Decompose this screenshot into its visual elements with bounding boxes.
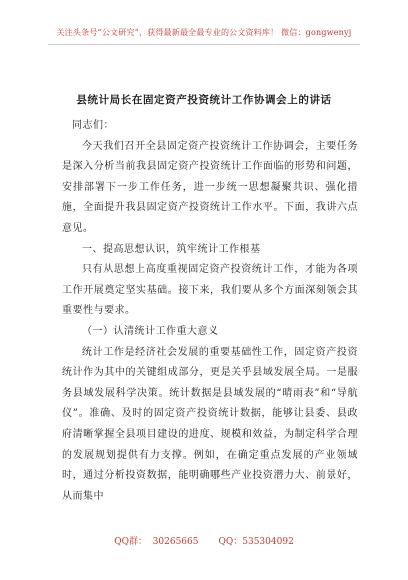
paragraph-section-1-intro: 只有从思想上高度重视固定资产投资统计工作，才能为各项工作开展奠定坚实基础。接下来，我们要从多个方面深刻领会其重要性与要求。 [62,264,358,317]
header-divider [48,44,360,45]
paragraph-subsection-1: 统计工作是经济社会发展的重要基础性工作，固定资产投资统计作为其中的关键组成部分，更是关乎县域发展全局。一是服务县域发展科学决策。统计数据是县域发展的“晴雨表”和“导航仪”。准确、及时的固定资产投资统计数据，能够让县委、县政府清晰掌握全县项目建设的进度、规模和效益，为制定科学合理的发展规划提供有力支撑。例如，在确定重点发展的产业领域时，通过分析投资数据，能明确哪些产业投资潜力大、前景好，从而集中 [62,346,358,502]
paragraph-intro: 今天我们召开全县固定资产投资统计工作协调会，主要任务是深入分析当前我县固定资产投资统计工作面临的形势和问题，安排部署下一步工作任务，进一步统一思想凝聚共识、强化措施，全面提升我县固定资产投资统计工作水平。下面，我讲六点意见。 [62,140,358,234]
salutation: 同志们： [72,120,114,131]
section-heading-1: 一、提高思想认识，筑牢统计工作根基 [82,243,261,255]
document-body [62,114,358,507]
header-banner: 关注头条号“公文研究”，获得最新最全最专业的公文资料库！ 微信：gongwenyj [56,28,352,37]
document-title: 县统计局长在固定资产投资统计工作协调会上的讲话 [76,94,332,106]
footer-contact: QQ群： 30265665 QQ：535304092 [114,537,294,547]
subsection-heading-1: （一）认清统计工作重大意义 [82,325,219,337]
